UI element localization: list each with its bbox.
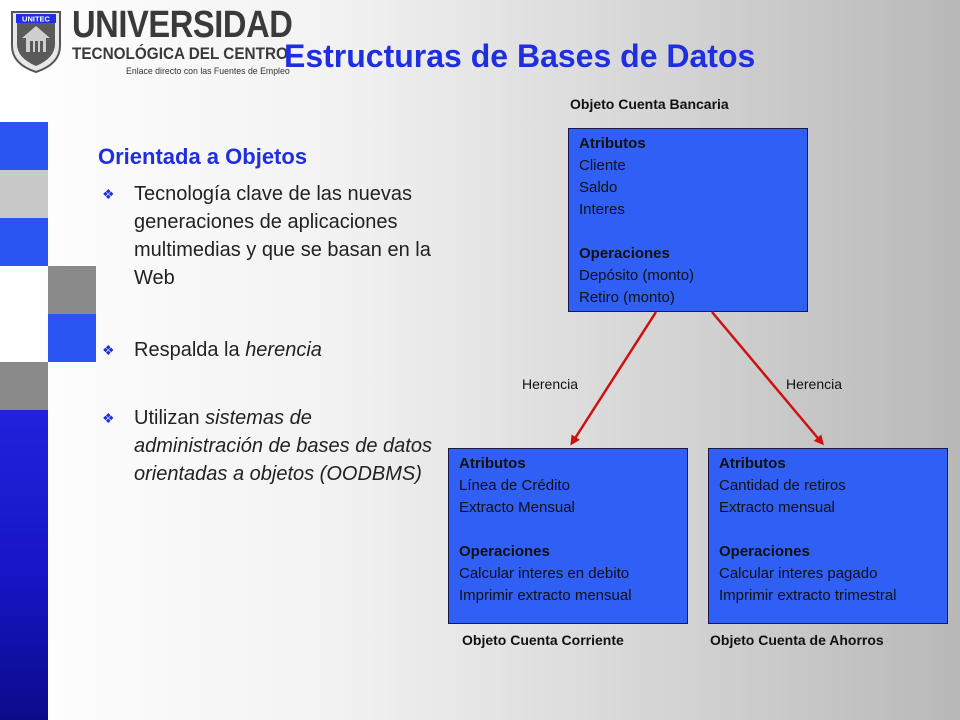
left-child-caption: Objeto Cuenta Corriente (462, 632, 624, 648)
bullet-text: Respalda la herencia (134, 339, 322, 361)
attribute-item: Interes (579, 201, 625, 218)
operation-item: Retiro (monto) (579, 289, 675, 306)
parent-object-caption: Objeto Cuenta Bancaria (570, 96, 729, 112)
attribute-item: Línea de Crédito (459, 477, 570, 494)
bullet-text: Tecnología clave de las nuevas generaciones de aplicaciones multimedias y que se basan en la Web (134, 183, 431, 289)
logo-subname: TECNOLÓGICA DEL CENTRO (72, 44, 288, 63)
operations-heading: Operaciones (719, 543, 810, 560)
slide-title: Estructuras de Bases de Datos (284, 38, 756, 74)
diamond-bullet-icon: ❖ (102, 186, 115, 202)
section-title: Orientada a Objetos (98, 144, 308, 169)
edge-label-left: Herencia (522, 376, 579, 392)
attribute-item: Saldo (579, 179, 618, 196)
right-child-object-box (708, 448, 948, 624)
attribute-item: Extracto mensual (719, 499, 835, 516)
attributes-heading: Atributos (579, 135, 646, 152)
diamond-bullet-icon: ❖ (102, 410, 115, 426)
bullet-emphasis: sistemas de administración de bases de datos orientadas a objetos (OODBMS) (134, 407, 432, 485)
edge-label-right: Herencia (786, 376, 843, 392)
logo-badge: UNITEC (22, 14, 50, 24)
right-child-caption: Objeto Cuenta de Ahorros (710, 632, 884, 648)
bullet-text: Utilizan sistemas de administración de bases de datos orientadas a objetos (OODBMS) (134, 407, 432, 485)
operation-item: Imprimir extracto trimestral (719, 587, 897, 604)
bullet-emphasis: herencia (245, 339, 322, 361)
logo-tagline: Enlace directo con las Fuentes de Empleo (126, 66, 290, 77)
attribute-item: Cantidad de retiros (719, 477, 846, 494)
attributes-heading: Atributos (459, 455, 526, 472)
operation-item: Calcular interes pagado (719, 565, 878, 582)
operation-item: Depósito (monto) (579, 267, 695, 284)
diamond-bullet-icon: ❖ (102, 342, 115, 358)
operations-heading: Operaciones (579, 245, 670, 262)
left-child-object-box (448, 448, 688, 624)
attribute-item: Extracto Mensual (459, 499, 575, 516)
logo-name: UNIVERSIDAD (72, 4, 293, 46)
inheritance-arrow-left (572, 312, 656, 443)
operation-item: Imprimir extracto mensual (459, 587, 632, 604)
operation-item: Calcular interes en debito (459, 565, 630, 582)
attribute-item: Cliente (579, 157, 626, 174)
attributes-heading: Atributos (719, 455, 786, 472)
operations-heading: Operaciones (459, 543, 550, 560)
